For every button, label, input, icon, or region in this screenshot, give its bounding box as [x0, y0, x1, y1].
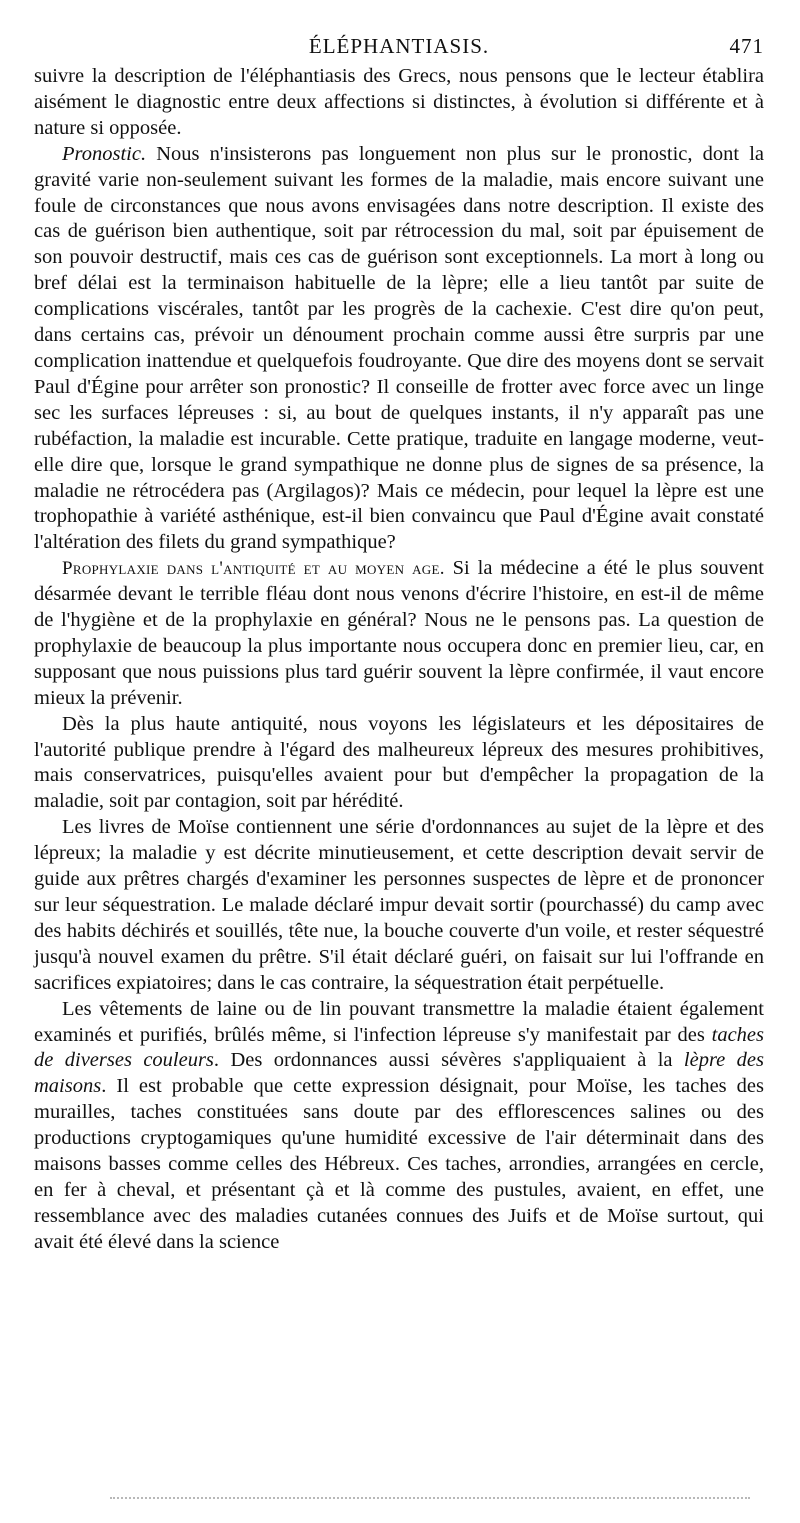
paragraph-continuation — [34, 64, 764, 142]
running-header — [34, 6, 764, 58]
section-heading-prophylaxie: Prophylaxie dans l'antiquité et au moyen age. — [62, 558, 445, 580]
paragraph-text: . Des ordonnances aussi sévères s'appliquaient à la — [213, 1049, 684, 1072]
page-number: 471 — [729, 34, 764, 58]
paragraph-moise — [34, 815, 764, 996]
paragraph-text: suivre la description de l'éléphantiasis des Grecs, nous pensons que le lecteur établira aisément le diagnostic entre deux affections si distinctes, à évolution si différente et à nature si opposée. — [34, 65, 764, 139]
italic-phrase: taches de diverses couleurs — [34, 1023, 764, 1072]
paragraph-text: Les vêtements de laine ou de lin pouvant transmettre la maladie étaient également examinés et purifiés, brûlés même, si l'infection lépreuse s'y manifestait par des — [34, 997, 764, 1046]
paragraph-text: Nous n'insisterons pas longuement non plus sur le pronostic, dont la gravité varie non-seulement suivant les formes de la maladie, mais encore suivant une foule de circonstances que nous avons envisagées dans notre description. Il existe des cas de guérison bien authentique, soit par rétrocession du mal, soit par épuisement de son pouvoir destructif, mais ces cas de guérison sont exceptionnels. La mort à long ou bref délai est la terminaison habituelle de la lèpre; elle a lieu tantôt par suite de complications viscérales, tantôt par les progrès de la cachexie. C'est dire qu'on peut, dans certains cas, prévoir un dénoument prochain comme aussi être surpris par une complication inattendue et quelquefois foudroyante. Que dire des moyens dont se servait Paul d'Égine pour arrêter son pronostic? Il conseille de frotter avec force avec un linge sec les surfaces lépreuses : si, au bout de quelques instants, il n'y apparaît pas une rubéfaction, la maladie est incurable. Cette pratique, traduite en langage moderne, veut-elle dire que, lorsque le grand sympathique ne donne plus de signes de sa présence, la maladie ne rétrocédera pas (Argilagos)? Mais ce médecin, pour lequel la lèpre est une trophopathie à variété asthénique, est-il bien convaincu que Paul d'Égine avait constaté l'altération des filets du grand sympathique? — [34, 142, 764, 554]
paragraph-prophylaxie — [34, 556, 764, 711]
paragraph-text: Dès la plus haute antiquité, nous voyons les législateurs et les dépositaires de l'autorité publique prendre à l'égard des malheureux lépreux des mesures prohibitives, mais conservatrices, puisqu'elles avaient pour but d'empêcher la propagation de la maladie, soit par contagion, soit par hérédité. — [34, 712, 764, 813]
paragraph-text: Si la médecine a été le plus souvent désarmée devant le terrible fléau dont nous venons d'écrire l'histoire, en est-il de même de l'hygiène et de la prophylaxie en général? Nous ne le pensons pas. La question de prophylaxie de beaucoup la plus importante nous occupera donc en premier lieu, car, en supposant que nous puissions plus tard guérir souvent la lèpre confirmée, il vaut encore mieux la prévenir. — [34, 557, 764, 709]
section-heading-pronostic: Pronostic. — [62, 142, 147, 165]
paragraph-text: . Il est probable que cette expression désignait, pour Moïse, les taches des murailles, taches constituées sans doute par des efflorescences salines ou des productions cryptogamiques qu'une humidité excessive de l'air déterminait dans des maisons basses comme celles des Hébreux. Ces taches, arrondies, arrangées en cercle, en fer à cheval, et présentant çà et là comme des pustules, avaient, en effet, une ressemblance avec des maladies cutanées connues des Juifs et de Moïse surtout, qui avait été élevé dans la science — [34, 1075, 764, 1253]
paragraph-vetements — [34, 997, 764, 1256]
running-title: ÉLÉPHANTIASIS. — [308, 34, 490, 58]
paragraph-pronostic — [34, 142, 764, 557]
scan-bleed-marks — [110, 1497, 750, 1505]
paragraph-antiquite — [34, 712, 764, 816]
italic-phrase: lèpre des maisons — [34, 1049, 765, 1098]
paragraph-text: Les livres de Moïse contiennent une série d'ordonnances au sujet de la lèpre et des lépreux; la maladie y est décrite minutieusement, et cette description devait servir de guide aux prêtres chargés d'examiner les personnes suspectes de lèpre et de prononcer sur leur séquestration. Le malade déclaré impur devait sortir (pourchassé) du camp avec des habits déchirés et souillés, tête nue, la bouche couverte d'un voile, et rester séquestré jusqu'à nouvel examen du prêtre. S'il était déclaré guéri, on faisait sur lui l'offrande en sacrifices expiatoires; dans le cas contraire, la séquestration était perpétuelle. — [34, 816, 764, 994]
body-text — [34, 64, 764, 1256]
